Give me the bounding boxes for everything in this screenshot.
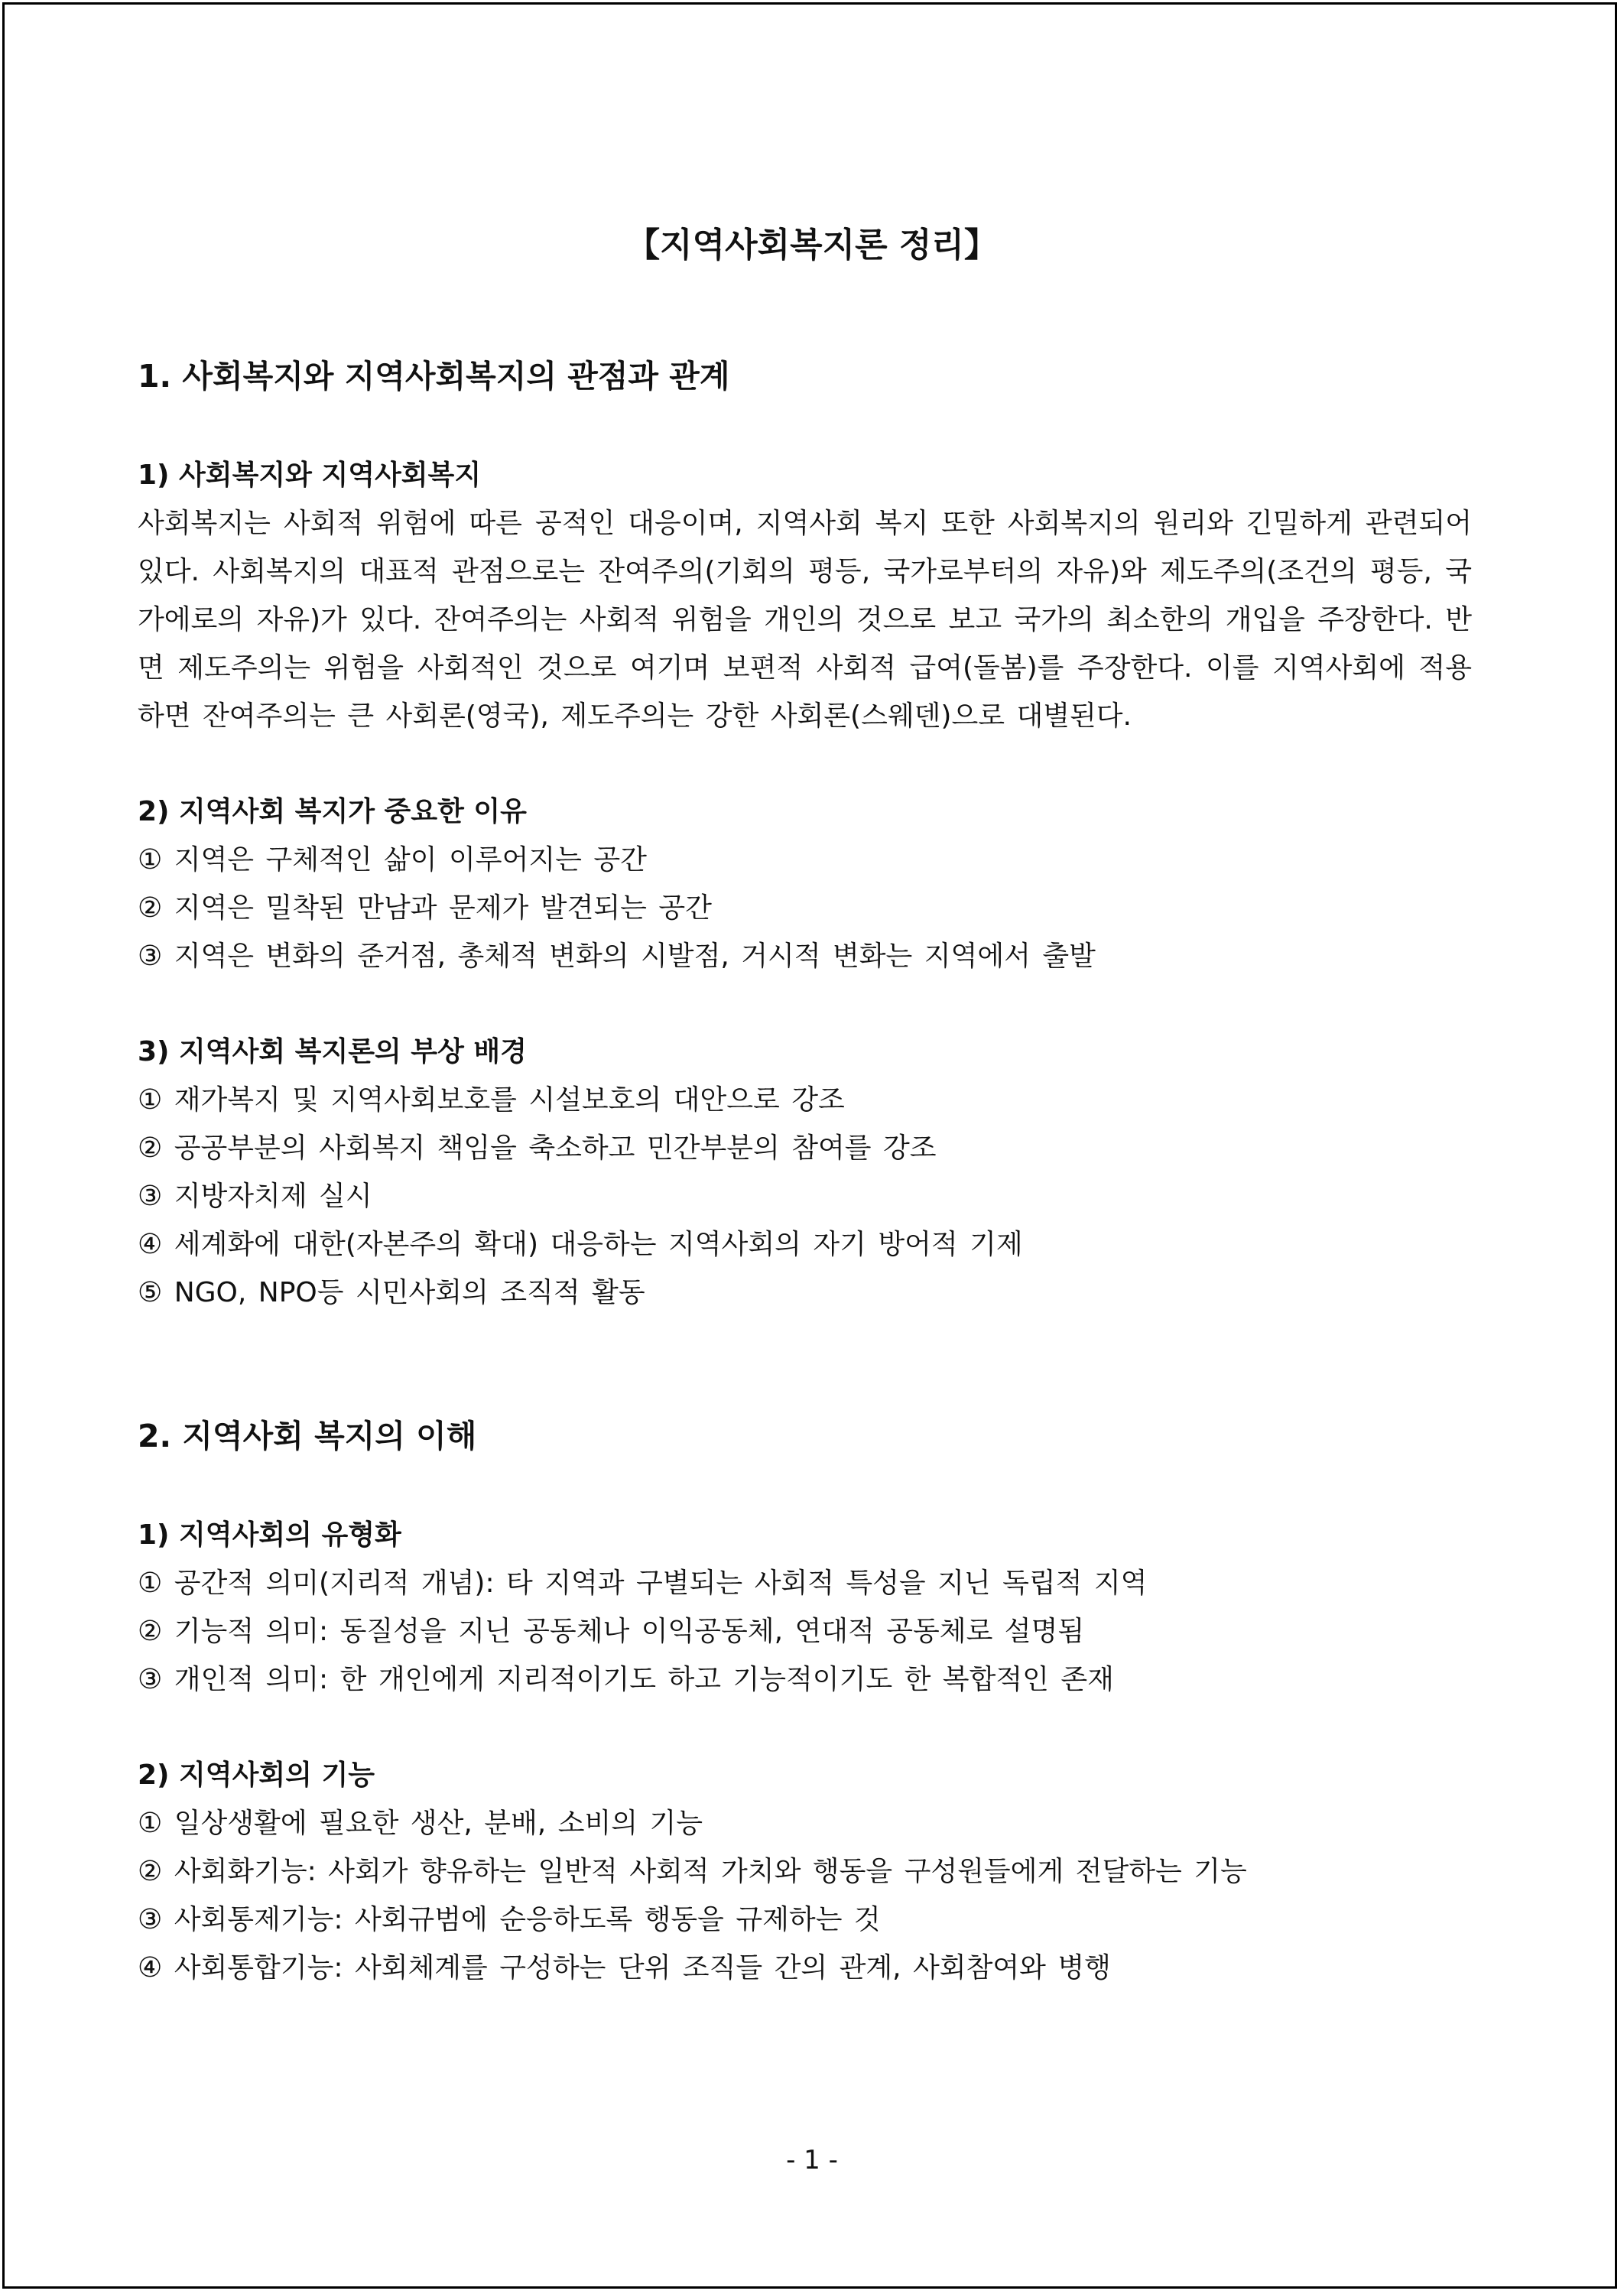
document-title: 【지역사회복지론 정리】 (626, 226, 998, 265)
list-item: ② 사회화기능: 사회가 향유하는 일반적 사회적 가치와 행동을 구성원들에게 전달하는 기능 (138, 1856, 1247, 1887)
subsection-heading: 1) 지역사회의 유형화 (138, 1519, 401, 1551)
list-item: ② 기능적 의미: 동질성을 지닌 공동체나 이익공동체, 연대적 공동체로 설명됨 (138, 1616, 1085, 1647)
section-heading: 1. 사회복지와 지역사회복지의 관점과 관계 (138, 358, 730, 395)
list-item: ① 지역은 구체적인 삶이 이루어지는 공간 (138, 844, 647, 876)
subsection-heading: 3) 지역사회 복지론의 부상 배경 (138, 1036, 527, 1067)
page-number: - 1 - (786, 2145, 838, 2175)
list-item: ③ 개인적 의미: 한 개인에게 지리적이기도 하고 기능적이기도 한 복합적인 존재 (138, 1664, 1114, 1695)
numbered-list (138, 1076, 1472, 1317)
numbered-list (138, 836, 1472, 980)
list-item: ② 지역은 밀착된 만남과 문제가 발견되는 공간 (138, 892, 712, 924)
list-item: ① 재가복지 및 지역사회보호를 시설보호의 대안으로 강조 (138, 1084, 845, 1116)
list-item: ⑤ NGO, NPO등 시민사회의 조직적 활동 (138, 1277, 645, 1308)
list-item: ① 공간적 의미(지리적 개념): 타 지역과 구별되는 사회적 특성을 지닌 독립적 지역 (138, 1568, 1148, 1599)
section-heading: 2. 지역사회 복지의 이해 (138, 1418, 477, 1454)
subsection-heading: 2) 지역사회 복지가 중요한 이유 (138, 796, 527, 827)
list-item: ③ 사회통제기능: 사회규범에 순응하도록 행동을 규제하는 것 (138, 1904, 881, 1935)
subsection-heading: 1) 사회복지와 지역사회복지 (138, 460, 482, 491)
paragraph: 사회복지는 사회적 위험에 따른 공적인 대응이며, 지역사회 복지 또한 사회복지의 원리와 긴밀하게 관련되어 있다. 사회복지의 대표적 관점으로는 잔여주의(기회의 평등, 국가로부터의 자유)와 제도주의(조건의 평등, 국가에로의 자유)가 있다. 잔여주의는 사회적 위험을 개인의 것으로 보고 국가의 최소한의 개입을 주장한다. 반면 제도주의는 위험을 사회적인 것으로 여기며 보편적 사회적 급여(돌봄)를 주장한다. 이를 지역사회에 적용하면 잔여주의는 큰 사회론(영국), 제도주의는 강한 사회론(스웨덴)으로 대별된다. (138, 508, 1472, 732)
list-item: ③ 지방자치제 실시 (138, 1181, 372, 1212)
list-item: ① 일상생활에 필요한 생산, 분배, 소비의 기능 (138, 1808, 703, 1839)
list-item: ④ 세계화에 대한(자본주의 확대) 대응하는 지역사회의 자기 방어적 기제 (138, 1229, 1023, 1260)
list-item: ④ 사회통합기능: 사회체계를 구성하는 단위 조직들 간의 관계, 사회참여와 병행 (138, 1952, 1111, 1984)
numbered-list (138, 1559, 1472, 1704)
list-item: ② 공공부분의 사회복지 책임을 축소하고 민간부분의 참여를 강조 (138, 1132, 937, 1164)
list-item: ③ 지역은 변화의 준거점, 총체적 변화의 시발점, 거시적 변화는 지역에서 출발 (138, 941, 1096, 972)
document-body (138, 353, 1472, 1992)
numbered-list (138, 1799, 1472, 1992)
subsection-heading: 2) 지역사회의 기능 (138, 1759, 375, 1791)
